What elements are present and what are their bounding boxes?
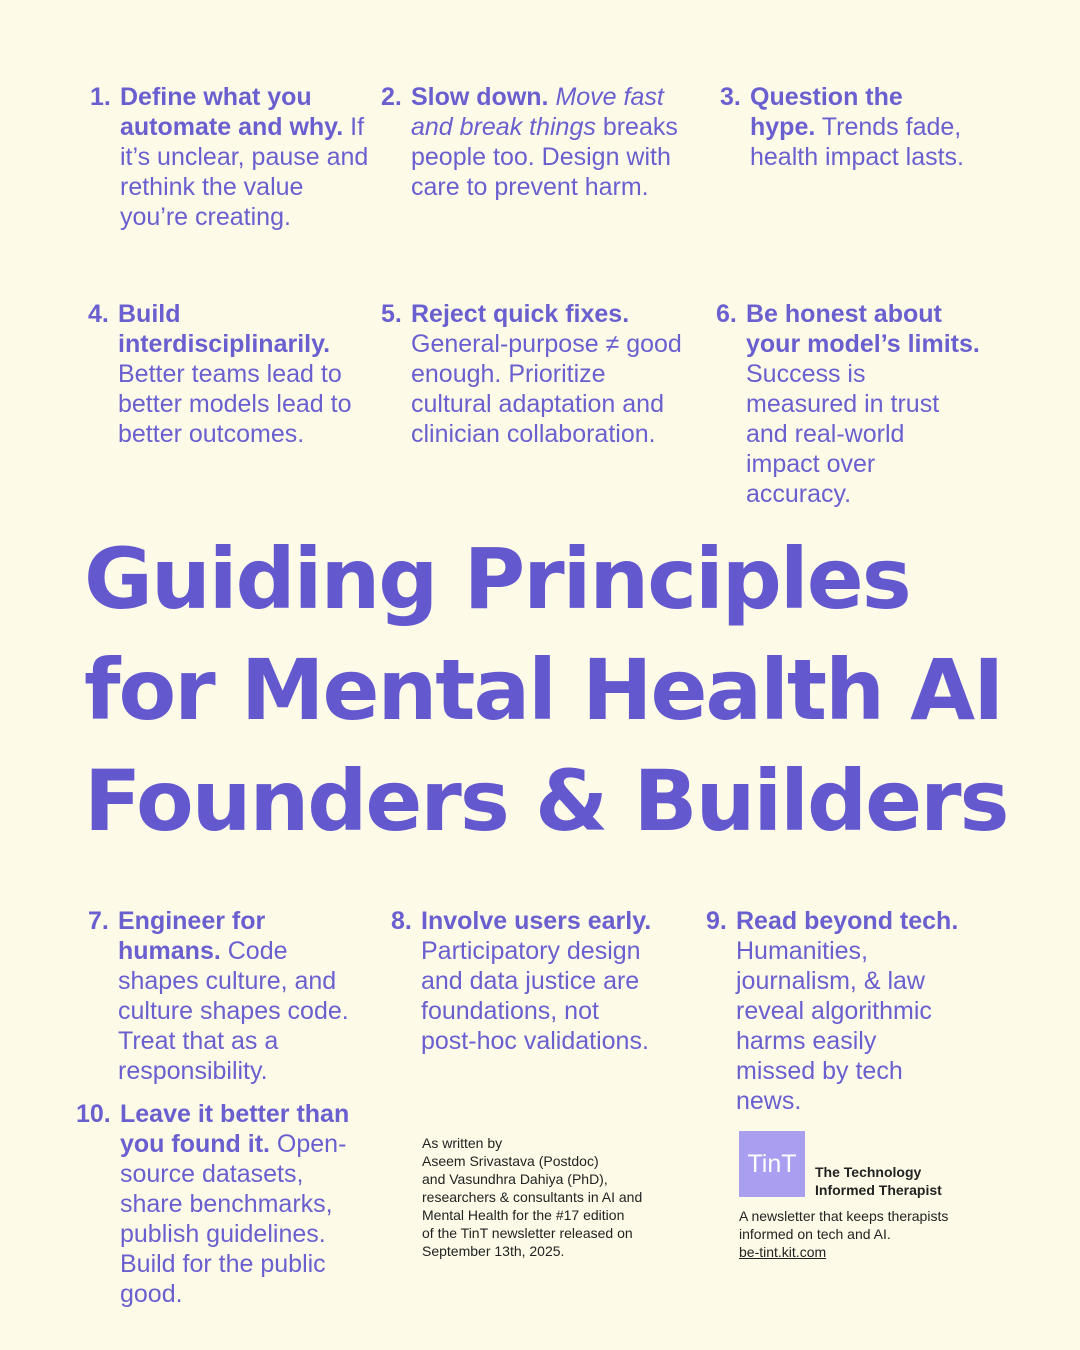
principle-title: Read beyond tech. [736, 907, 959, 935]
principle-body: Open-source datasets, share benchmarks, publish guidelines. Build for the public good. [120, 1130, 347, 1308]
principle-1 [90, 82, 370, 232]
principle-body: Code shapes culture, and culture shapes code. Treat that as a responsibility. [118, 937, 349, 1085]
principle-title: Reject quick fixes. [411, 300, 630, 328]
principle-number: 8. [391, 907, 412, 935]
tagline-line: informed on tech and AI. [739, 1226, 891, 1242]
principle-6 [716, 299, 981, 509]
principle-number: 9. [706, 907, 727, 935]
principle-title-emphasis: Move fast and break things [411, 83, 664, 141]
principle-7 [88, 906, 363, 1086]
principle-title: Question the hype. [750, 83, 903, 141]
principle-body: Humanities, journalism, & law reveal algorithmic harms easily missed by tech news. [736, 937, 932, 1115]
principle-title: Involve users early. [421, 907, 652, 935]
principle-body: If it’s unclear, pause and rethink the value you’re creating. [120, 113, 369, 231]
brand-tagline [739, 1207, 999, 1261]
principle-8 [391, 906, 661, 1056]
principle-body: Success is measured in trust and real-world impact over accuracy. [746, 360, 940, 508]
tagline-line: A newsletter that keeps therapists [739, 1208, 949, 1224]
title-line: Guiding Principles [84, 530, 910, 628]
principle-number: 7. [88, 907, 109, 935]
principle-number: 5. [381, 300, 402, 328]
credit-line: September 13th, 2025. [422, 1243, 565, 1259]
principle-9 [706, 906, 961, 1116]
principle-2 [381, 82, 679, 202]
principle-10 [76, 1099, 370, 1309]
brand-name-line: Informed Therapist [815, 1182, 942, 1198]
credit-line: Mental Health for the #17 edition [422, 1207, 625, 1223]
principle-number: 4. [88, 300, 109, 328]
credit-line: As written by [422, 1135, 503, 1151]
principle-body: Participatory design and data justice are foundations, not post-hoc validations. [421, 937, 649, 1055]
credit-line: of the TinT newsletter released on [422, 1225, 633, 1241]
principle-body: General-purpose ≠ good enough. Prioritize cultural adaptation and clinician collaboration. [411, 330, 682, 448]
principle-title: Leave it better than you found it. [120, 1100, 350, 1158]
principle-5 [381, 299, 686, 449]
brand-name-line: The Technology [815, 1164, 922, 1180]
principle-number: 2. [381, 83, 402, 111]
credit-line: researchers & consultants in AI and [422, 1189, 643, 1205]
title-line: Founders & Builders [84, 752, 1008, 850]
principle-4 [88, 299, 363, 449]
brand-name [815, 1163, 942, 1199]
title-line: for Mental Health AI [84, 641, 1003, 739]
credit-line: and Vasundhra Dahiya (PhD), [422, 1171, 608, 1187]
principle-number: 10. [76, 1100, 111, 1128]
principle-body: Trends fade, health impact lasts. [750, 113, 964, 171]
principle-3 [720, 82, 970, 172]
author-credit [422, 1134, 672, 1260]
newsletter-link[interactable]: be-tint.kit.com [739, 1244, 827, 1260]
principle-title: Define what you automate and why. [120, 83, 344, 141]
principle-body: Better teams lead to better models lead to better outcomes. [118, 360, 352, 448]
principle-number: 3. [720, 83, 741, 111]
principle-number: 1. [90, 83, 111, 111]
principle-title: Engineer for humans. [118, 907, 266, 965]
credit-line: Aseem Srivastava (Postdoc) [422, 1153, 599, 1169]
principle-title: Be honest about your model’s limits. [746, 300, 980, 358]
principle-number: 6. [716, 300, 737, 328]
principle-title: Build interdisciplinarily. [118, 300, 331, 358]
page-title [84, 524, 1008, 857]
principle-title: Slow down. [411, 83, 549, 111]
principle-body: breaks people too. Design with care to prevent harm. [411, 113, 678, 201]
brand-block [739, 1131, 999, 1261]
tint-logo: TinT [739, 1131, 805, 1197]
